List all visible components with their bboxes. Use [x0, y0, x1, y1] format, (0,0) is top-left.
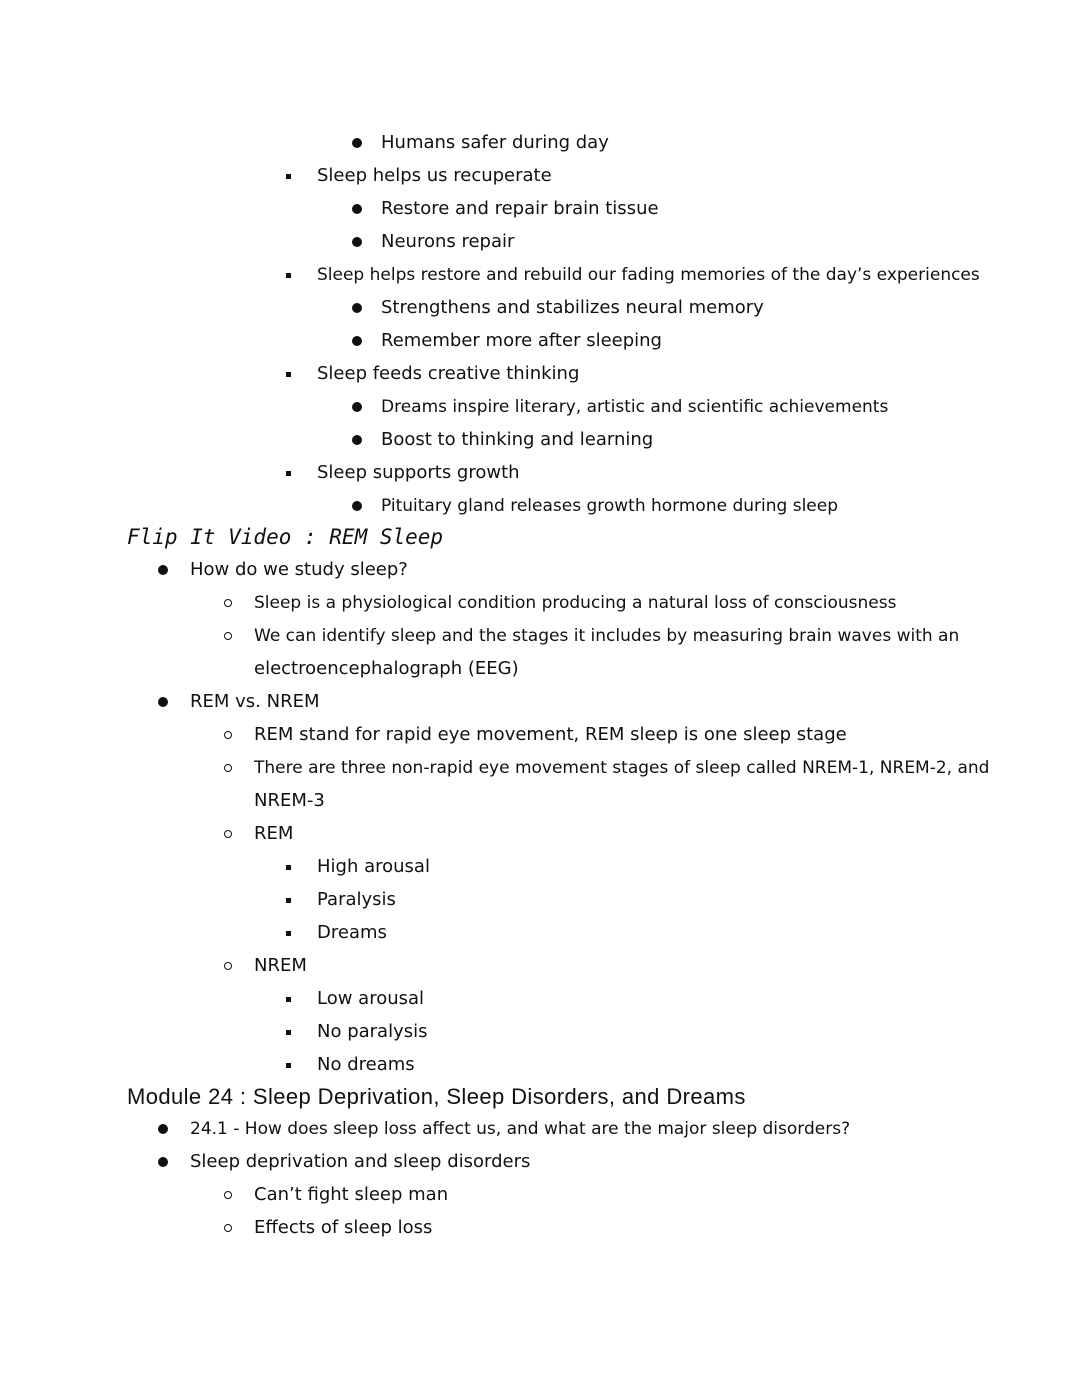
- note-text: Strengthens and stabilizes neural memory: [381, 297, 764, 318]
- bullet-square-icon: [286, 1063, 291, 1068]
- note-line: [352, 390, 888, 423]
- note-line: [158, 1112, 850, 1145]
- bullet-square-icon: [286, 471, 291, 476]
- note-line: [224, 949, 307, 982]
- note-text: We can identify sleep and the stages it includes by measuring brain waves with an: [254, 626, 960, 646]
- note-line: [224, 718, 847, 751]
- bullet-square-icon: [286, 865, 291, 870]
- note-line: [224, 784, 325, 817]
- note-line: [352, 291, 764, 324]
- bullet-dot-icon: [352, 402, 362, 412]
- note-line: [286, 1015, 428, 1048]
- note-line: [286, 159, 552, 192]
- note-text: Neurons repair: [381, 231, 515, 252]
- note-line: [352, 192, 659, 225]
- bullet-square-icon: [286, 174, 291, 179]
- note-line: [224, 1211, 432, 1244]
- note-line: [286, 357, 579, 390]
- note-text: Sleep feeds creative thinking: [317, 363, 580, 384]
- bullet-dot-icon: [158, 565, 168, 575]
- bullet-dot-icon: [352, 501, 362, 511]
- section-heading-module-24: Module 24 : Sleep Deprivation, Sleep Disorders, and Dreams: [127, 1084, 746, 1109]
- note-line: [224, 652, 519, 685]
- note-text: electroencephalograph (EEG): [254, 658, 519, 679]
- note-text: How do we study sleep?: [190, 559, 408, 580]
- note-text: Low arousal: [317, 988, 425, 1009]
- note-text: Pituitary gland releases growth hormone during sleep: [381, 496, 839, 516]
- note-line: [286, 916, 387, 949]
- bullet-dot-icon: [158, 1124, 168, 1134]
- bullet-dot-icon: [352, 138, 362, 148]
- note-line: [224, 751, 989, 784]
- note-text: Effects of sleep loss: [254, 1217, 433, 1238]
- note-text: Boost to thinking and learning: [381, 429, 654, 450]
- note-text: There are three non-rapid eye movement stages of sleep called NREM-1, NREM-2, and: [254, 758, 990, 778]
- note-line: [286, 883, 396, 916]
- note-text: Dreams: [317, 922, 387, 943]
- note-text: Sleep helps restore and rebuild our fading memories of the day’s experiences: [317, 265, 980, 285]
- bullet-square-icon: [286, 931, 291, 936]
- note-line: [286, 982, 424, 1015]
- bullet-square-icon: [286, 273, 291, 278]
- bullet-square-icon: [286, 1030, 291, 1035]
- bullet-circle-icon: [224, 599, 232, 607]
- bullet-dot-icon: [352, 303, 362, 313]
- note-text: REM vs. NREM: [190, 691, 320, 712]
- note-text: Dreams inspire literary, artistic and scientific achievements: [381, 397, 889, 417]
- note-text: No dreams: [317, 1054, 415, 1075]
- note-text: 24.1 - How does sleep loss affect us, and what are the major sleep disorders?: [190, 1119, 851, 1139]
- note-line: [224, 1178, 448, 1211]
- bullet-circle-icon: [224, 1224, 232, 1232]
- note-line: [158, 1145, 530, 1178]
- note-text: Sleep deprivation and sleep disorders: [190, 1151, 531, 1172]
- bullet-dot-icon: [158, 697, 168, 707]
- bullet-dot-icon: [352, 336, 362, 346]
- bullet-square-icon: [286, 997, 291, 1002]
- note-line: [352, 423, 653, 456]
- note-text: Sleep helps us recuperate: [317, 165, 552, 186]
- note-text: Paralysis: [317, 889, 396, 910]
- note-text: Restore and repair brain tissue: [381, 198, 659, 219]
- note-text: Humans safer during day: [381, 132, 609, 153]
- note-line: [224, 586, 896, 619]
- note-text: Remember more after sleeping: [381, 330, 662, 351]
- note-line: [286, 258, 980, 291]
- note-line: [224, 817, 293, 850]
- note-line: [286, 850, 430, 883]
- note-line: [352, 126, 609, 159]
- note-line: [352, 324, 662, 357]
- note-line: [352, 225, 514, 258]
- note-text: REM: [254, 823, 294, 844]
- section-heading-rem-sleep: Flip It Video : REM Sleep: [127, 525, 444, 549]
- bullet-circle-icon: [224, 632, 232, 640]
- note-text: NREM-3: [254, 790, 325, 811]
- note-line: [158, 685, 319, 718]
- bullet-square-icon: [286, 372, 291, 377]
- bullet-dot-icon: [158, 1157, 168, 1167]
- note-text: No paralysis: [317, 1021, 428, 1042]
- note-line: [158, 553, 408, 586]
- bullet-dot-icon: [352, 204, 362, 214]
- bullet-dot-icon: [352, 435, 362, 445]
- note-line: [286, 456, 520, 489]
- note-line: [286, 1048, 415, 1081]
- bullet-square-icon: [286, 898, 291, 903]
- note-text: Can’t fight sleep man: [254, 1184, 449, 1205]
- note-text: Sleep supports growth: [317, 462, 520, 483]
- bullet-circle-icon: [224, 962, 232, 970]
- bullet-dot-icon: [352, 237, 362, 247]
- note-text: High arousal: [317, 856, 430, 877]
- note-line: [224, 619, 959, 652]
- bullet-circle-icon: [224, 1191, 232, 1199]
- note-text: REM stand for rapid eye movement, REM sleep is one sleep stage: [254, 724, 847, 745]
- note-line: [352, 489, 838, 522]
- bullet-circle-icon: [224, 731, 232, 739]
- note-text: NREM: [254, 955, 307, 976]
- bullet-circle-icon: [224, 764, 232, 772]
- note-text: Sleep is a physiological condition producing a natural loss of consciousness: [254, 593, 897, 613]
- bullet-circle-icon: [224, 830, 232, 838]
